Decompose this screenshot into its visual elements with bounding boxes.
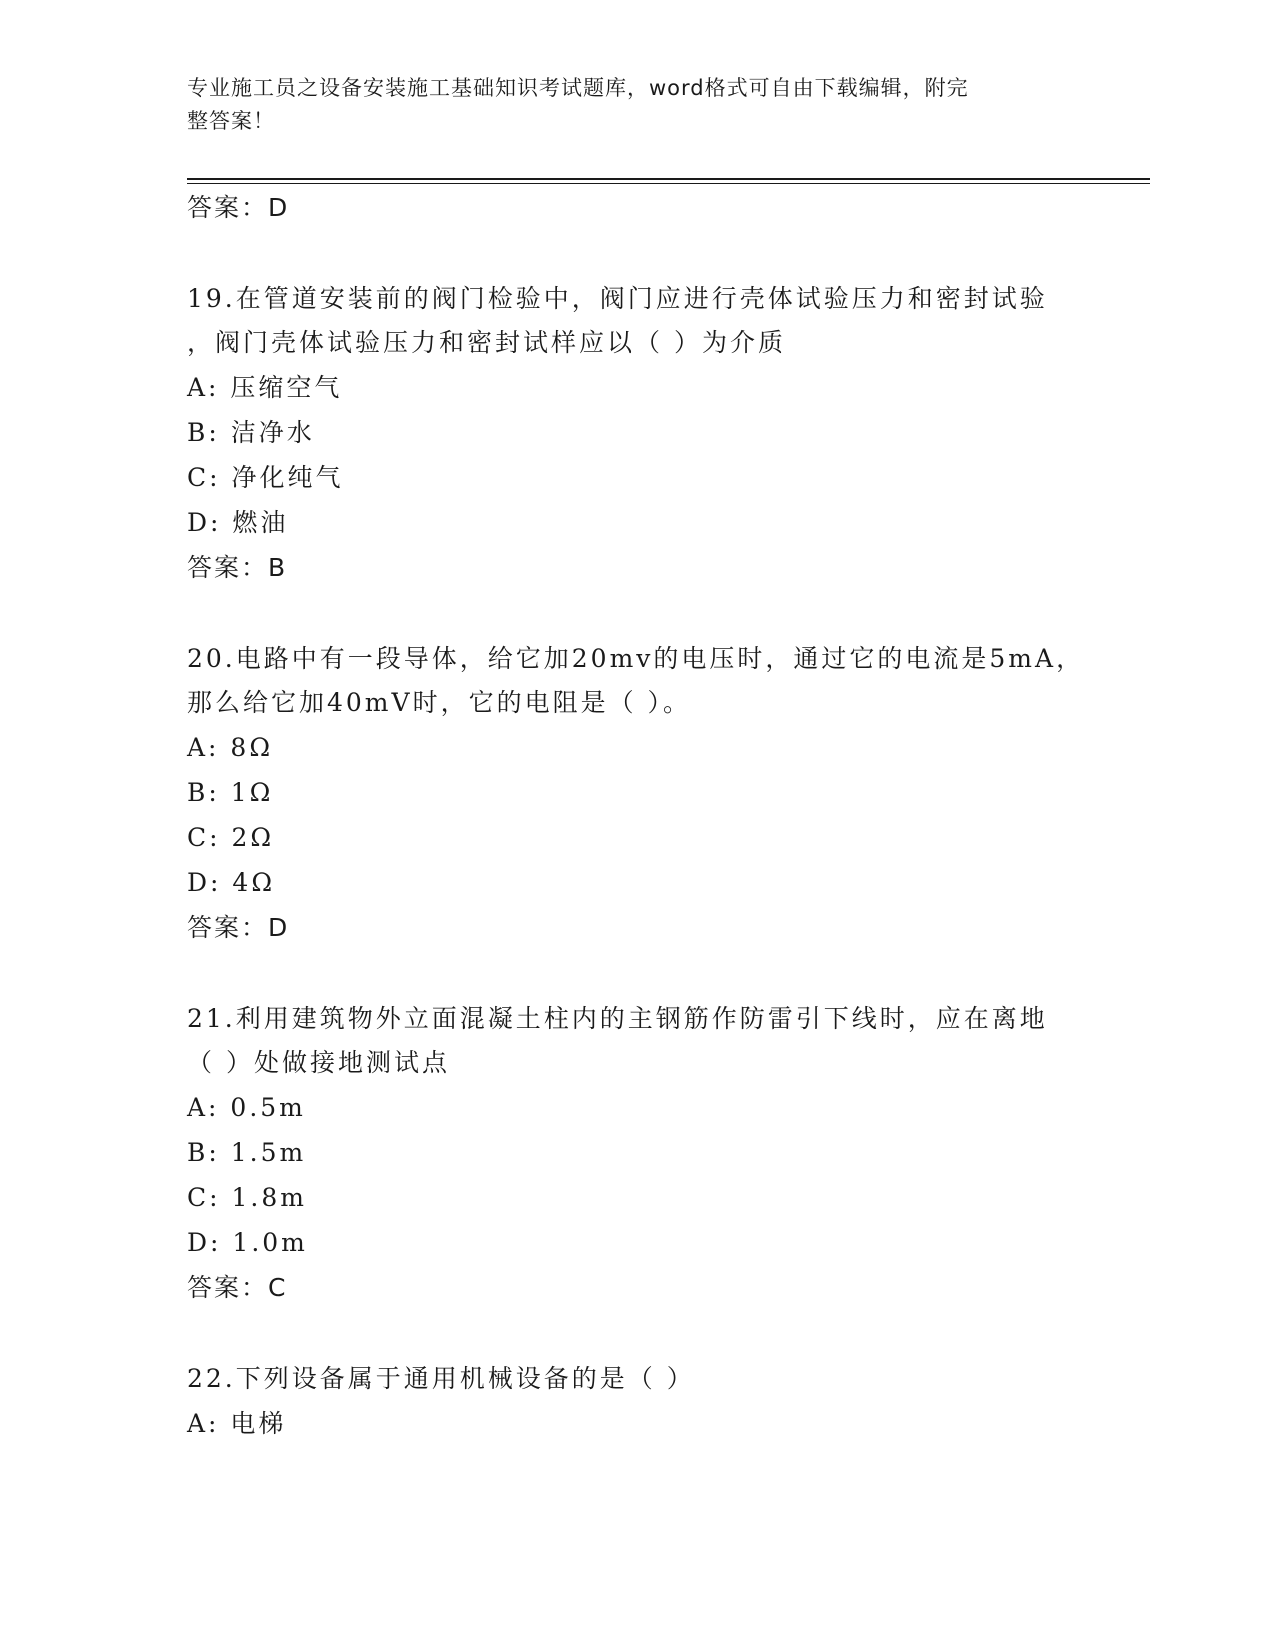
question-22-option-a: A: 电梯 xyxy=(187,1409,287,1438)
question-19-stem-line-2: ，阀门壳体试验压力和密封试样应以（ ）为介质 xyxy=(187,328,786,357)
question-22-stem-line-1: 22.下列设备属于通用机械设备的是（ ） xyxy=(187,1364,695,1393)
question-21-option-b: B: 1.5m xyxy=(187,1138,307,1167)
document-header xyxy=(187,72,1067,138)
previous-answer: 答案：D xyxy=(187,193,290,222)
question-19-stem-line-1: 19.在管道安装前的阀门检验中，阀门应进行壳体试验压力和密封试验 xyxy=(187,284,1048,313)
question-20-option-b: B: 1Ω xyxy=(187,778,274,807)
header-line-1: 专业施工员之设备安装施工基础知识考试题库，word格式可自由下载编辑，附完 xyxy=(187,76,969,100)
header-rule-thick xyxy=(187,178,1150,180)
question-21-answer: 答案：C xyxy=(187,1273,288,1302)
question-21-option-c: C: 1.8m xyxy=(187,1183,307,1212)
question-19-option-d: D: 燃油 xyxy=(187,508,289,537)
question-21-stem-line-1: 21.利用建筑物外立面混凝土柱内的主钢筋作防雷引下线时，应在离地 xyxy=(187,1004,1048,1033)
question-21-option-a: A: 0.5m xyxy=(187,1093,306,1122)
question-20-option-a: A: 8Ω xyxy=(187,733,274,762)
header-line-2: 整答案！ xyxy=(187,109,275,133)
header-rule-thin xyxy=(187,183,1150,184)
question-19-option-c: C: 净化纯气 xyxy=(187,463,344,492)
question-19-option-b: B: 洁净水 xyxy=(187,418,315,447)
question-20-option-c: C: 2Ω xyxy=(187,823,275,852)
question-20-stem-line-2: 那么给它加40mV时，它的电阻是（ ）。 xyxy=(187,688,692,717)
question-20-answer: 答案：D xyxy=(187,913,290,942)
question-19-answer: 答案：B xyxy=(187,553,288,582)
question-21-stem-line-2: （ ）处做接地测试点 xyxy=(187,1048,450,1077)
question-19-option-a: A: 压缩空气 xyxy=(187,373,343,402)
question-20-option-d: D: 4Ω xyxy=(187,868,276,897)
question-21-option-d: D: 1.0m xyxy=(187,1228,308,1257)
question-20-stem-line-1: 20.电路中有一段导体，给它加20mv的电压时，通过它的电流是5mA， xyxy=(187,644,1085,673)
